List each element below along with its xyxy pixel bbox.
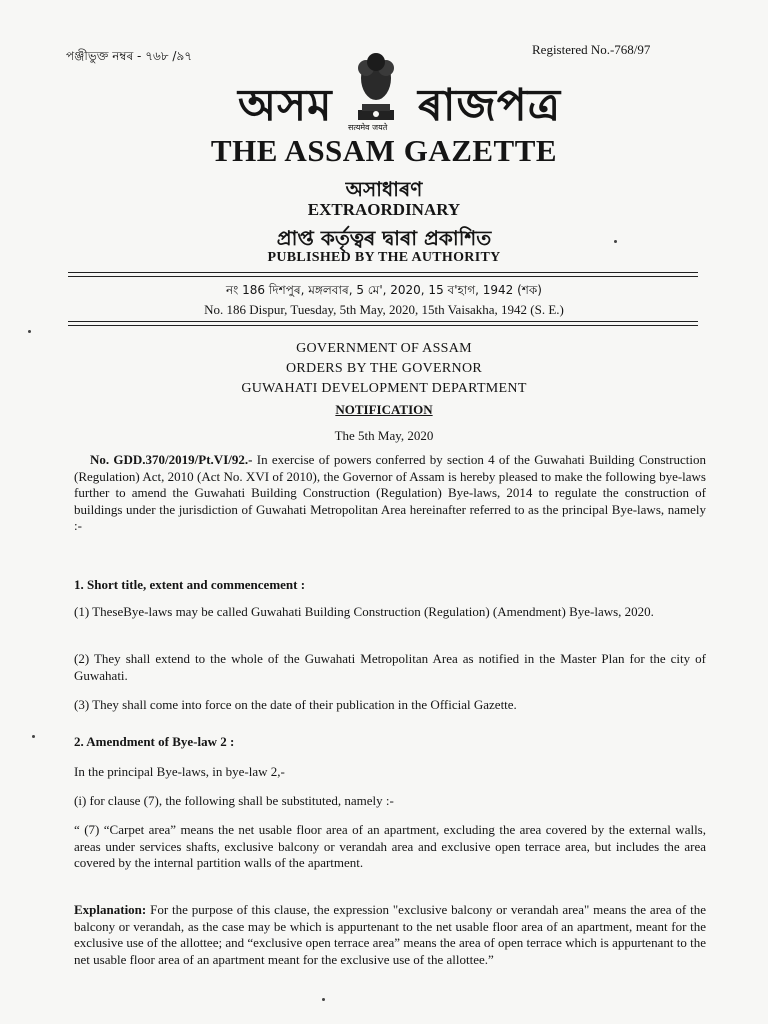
principal-byelaws-line: In the principal Bye-laws, in bye-law 2,- bbox=[74, 764, 285, 779]
notification-date: The 5th May, 2020 bbox=[334, 428, 434, 443]
clause-3: (3) They shall come into force on the date of their publication in the Official Gazette. bbox=[74, 697, 517, 712]
section-heading-2: 2. Amendment of Bye-law 2 : bbox=[74, 734, 235, 749]
scan-speck bbox=[614, 240, 617, 243]
substitution-line: (i) for clause (7), the following shall be substituted, namely :- bbox=[74, 793, 394, 808]
registration-number-bengali: পঞ্জীভুক্ত নম্বৰ - ৭৬৮ /৯৭ bbox=[66, 49, 193, 63]
reference-number: No. GDD.370/2019/Pt.VI/92.- bbox=[90, 452, 253, 467]
intro-text: In exercise of powers conferred by section 4 of the Guwahati Building Construction (Regulation) Act, 2010 (Act No. XVI of 2010), the Governor of Assam is hereby pleased to make the following bye-laws further to amend the Guwahati Building Construction (Regulation) Bye-laws, 2014 to regulate the construction of buildings under the jurisdiction of Guwahati Metropolitan Area hereinafter referred to as the principal Bye-laws, namely :- bbox=[74, 452, 706, 533]
extraordinary-assamese: অসাধাৰণ bbox=[345, 177, 423, 201]
extraordinary-label: EXTRAORDINARY bbox=[307, 200, 461, 219]
notification-heading: NOTIFICATION bbox=[335, 402, 433, 417]
explanation-paragraph bbox=[74, 902, 706, 968]
published-by-authority: PUBLISHED BY THE AUTHORITY bbox=[267, 250, 501, 265]
header-divider-bottom-double bbox=[68, 325, 698, 326]
carpet-area-definition: “ (7) “Carpet area” means the net usable floor area of an apartment, excluding the area covered by the external walls, areas under services shafts, exclusive balcony or verandah area and exclusive open terrace area, but includes the area covered by the internal partition walls of the apartment. bbox=[74, 822, 706, 870]
government-line: GOVERNMENT OF ASSAM bbox=[296, 341, 472, 356]
assamese-title-right: ৰাজপত্ৰ bbox=[418, 80, 562, 131]
intro-paragraph bbox=[74, 452, 706, 535]
explanation-label: Explanation: bbox=[74, 902, 147, 917]
clause-2: (2) They shall extend to the whole of the Guwahati Metropolitan Area as notified in the Master Plan for the city of Guwahati. bbox=[74, 651, 706, 683]
registration-number: Registered No.-768/97 bbox=[532, 42, 651, 57]
issue-line: No. 186 Dispur, Tuesday, 5th May, 2020, 15th Vaisakha, 1942 (S. E.) bbox=[204, 302, 564, 317]
scan-speck bbox=[28, 330, 31, 333]
scan-speck bbox=[32, 735, 35, 738]
clause-1: (1) TheseBye-laws may be called Guwahati Building Construction (Regulation) (Amendment) Bye-laws, 2020. bbox=[74, 604, 654, 619]
header-divider-top-double bbox=[68, 276, 698, 277]
header-divider-bottom bbox=[68, 321, 698, 322]
government-block bbox=[0, 339, 768, 399]
orders-line: ORDERS BY THE GOVERNOR bbox=[285, 361, 482, 376]
header-divider-top bbox=[68, 272, 698, 273]
authority-assamese: প্ৰাপ্ত কৰ্তৃত্বৰ দ্বাৰা প্ৰকাশিত bbox=[276, 226, 492, 250]
emblem-motto: सत्यमेव जयते bbox=[348, 123, 388, 132]
scan-speck bbox=[322, 998, 325, 1001]
assamese-title-left: অসম bbox=[238, 80, 333, 131]
section-heading-1: 1. Short title, extent and commencement : bbox=[74, 577, 306, 592]
explanation-text: For the purpose of this clause, the expression "exclusive balcony or verandah area" means the area of the balcony or verandah, as the case may be which is appurtenant to the net usable floor area of an apartment, meant for the exclusive use of the allottee; and “exclusive open terrace area” means the area of open terrace which is appurtenant to the net usable floor area of an apartment meant for the exclusive use of the allottee.” bbox=[74, 902, 706, 967]
issue-line-bengali: নং 186 দিশপুৰ, মঙ্গলবাৰ, 5 মে', 2020, 15 ব'হাগ, 1942 (শক) bbox=[226, 283, 542, 297]
department-line: GUWAHATI DEVELOPMENT DEPARTMENT bbox=[241, 381, 527, 396]
gazette-title: THE ASSAM GAZETTE bbox=[210, 133, 558, 168]
